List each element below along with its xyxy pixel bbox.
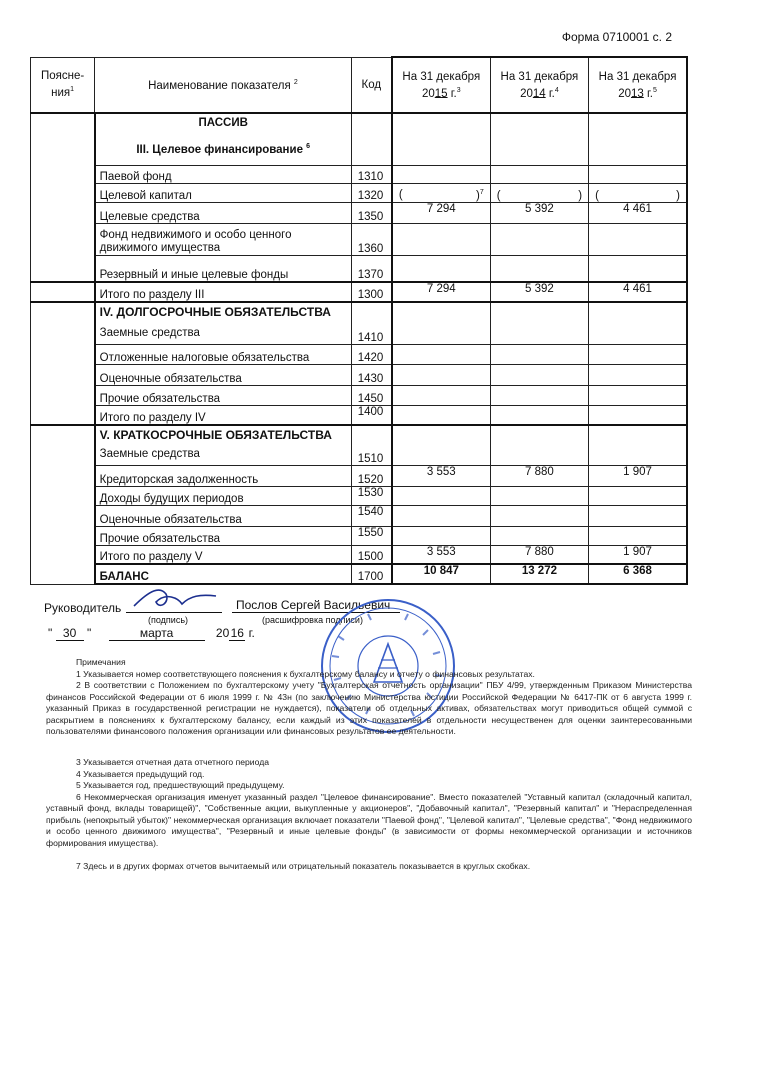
note-2: 2 В соответствии с Положением по бухгалтерскому учету "Бухгалтерская отчетность организации" ПБУ 4/99, утвержденным Приказом Министерства финансов Российской Федерации от 6 июля 1999 г. № 43н (по заключению Министерства юстиции Российской Федерации № 6417-ПК от 6 августа 1999 г. указанный Приказ в государственной регистрации не нуждается), показатели об отдельных активах, обязательствах могут приводиться общей суммой с раскрытием в пояснениях к бухгалтерскому балансу, если каждый из этих показателей в отдельности несущественен для оценки заинтересованными пользователями финансового положения организации или финансовых результатов ее деятельности. [46, 680, 692, 736]
section-3-title: III. Целевое финансирование [136, 143, 303, 156]
handwritten-signature [130, 584, 220, 614]
table-row: Итого по разделу IV 1400 [31, 405, 688, 425]
table-row: Целевые средства 1350 7 294 5 392 4 461 [31, 202, 688, 223]
notes-title: Примечания [76, 657, 126, 667]
table-row: Отложенные налоговые обязательства 1420 [31, 344, 688, 364]
date-line: " 30 " марта 2016 г. [48, 626, 255, 640]
table-row: Фонд недвижимого и особо ценного движимого имущества 1360 [31, 223, 688, 255]
passive-title: ПАССИВ [198, 117, 248, 129]
table-row: Оценочные обязательства 1430 [31, 364, 688, 385]
table-row: Паевой фонд 1310 [31, 165, 688, 183]
table-row: Доходы будущих периодов 1530 [31, 486, 688, 505]
table-row: Оценочные обязательства 1540 [31, 505, 688, 526]
sign-caption: (подпись) [148, 615, 189, 625]
table-row: Целевой капитал 1320 ( )$^7$ ( ) ( ) [31, 183, 688, 202]
table-row: Прочие обязательства 1450 [31, 385, 688, 405]
header-notes: Поясне-ния$^1$ [31, 57, 95, 113]
section-4-title: IV. ДОЛГОСРОЧНЫЕ ОБЯЗАТЕЛЬСТВА [99, 305, 331, 319]
notes-block [46, 657, 692, 738]
section-4-header-row: IV. ДОЛГОСРОЧНЫЕ ОБЯЗАТЕЛЬСТВА Заемные средства 1410 [31, 302, 688, 344]
header-code: Код [351, 57, 392, 113]
balance-table [30, 56, 688, 585]
balance-total-row: БАЛАНС 1700 10 847 13 272 6 368 [31, 564, 688, 584]
table-row: Резервный и иные целевые фонды 1370 [31, 255, 688, 282]
table-row: Прочие обязательства 1550 [31, 526, 688, 545]
note-5: 5 Указывается год, предшествующий предыдущему. [76, 780, 285, 790]
note-1: 1 Указывается номер соответствующего пояснения к бухгалтерскому балансу и отчету о финансовых результатах. [76, 668, 535, 679]
notes-block-3 [46, 861, 692, 873]
table-row: Итого по разделу III 1300 7 294 5 392 4 461 [31, 282, 688, 302]
head-label: Руководитель [44, 601, 122, 615]
note-3: 3 Указывается отчетная дата отчетного периода [76, 757, 269, 767]
header-period-1: На 31 декабря 2015 г.$^3$ [392, 57, 490, 113]
header-name: Наименование показателя $^2$ [95, 57, 352, 113]
table-row: Итого по разделу V 1500 3 553 7 880 1 907 [31, 545, 688, 564]
name-caption: (расшифровка подписи) [262, 615, 363, 625]
section-3-header-row: ПАССИВ III. Целевое финансирование $^6$ [31, 113, 688, 165]
head-name: Послов Сергей Васильевич [236, 598, 391, 612]
notes-block-2 [46, 757, 692, 849]
table-row: Кредиторская задолженность 1520 3 553 7 880 1 907 [31, 465, 688, 486]
header-period-2: На 31 декабря 2014 г.$^4$ [490, 57, 588, 113]
section-5-header-row: V. КРАТКОСРОЧНЫЕ ОБЯЗАТЕЛЬСТВА Заемные средства 1510 [31, 425, 688, 465]
table-header-row [31, 57, 688, 113]
note-7: 7 Здесь и в других формах отчетов вычитаемый или отрицательный показатель показывается в круглых скобках. [76, 861, 531, 871]
section-5-title: V. КРАТКОСРОЧНЫЕ ОБЯЗАТЕЛЬСТВА [99, 428, 332, 442]
note-6: 6 Некоммерческая организация именует указанный раздел "Целевое финансирование". Вместо показателей "Уставный капитал (складочный капитал, уставный фонд, вклады товарищей)", "Собственные акции, выкупленные у акционеров", "Добавочный капитал", "Резервный капитал" и "Нераспределенная прибыль (непокрытый убыток)" некоммерческая организация включает показатели "Паевой фонд", "Целевой капитал", "Целевые средства", "Фонд недвижимого и особо ценного движимого имущества", "Резервный и иные целевые фонды" (в зависимости от формы некоммерческой организации и источников формирования имущества). [46, 791, 692, 848]
form-id: Форма 0710001 с. 2 [561, 30, 672, 44]
header-period-3: На 31 декабря 2013 г.$^5$ [589, 57, 687, 113]
note-4: 4 Указывается предыдущий год. [76, 768, 205, 779]
